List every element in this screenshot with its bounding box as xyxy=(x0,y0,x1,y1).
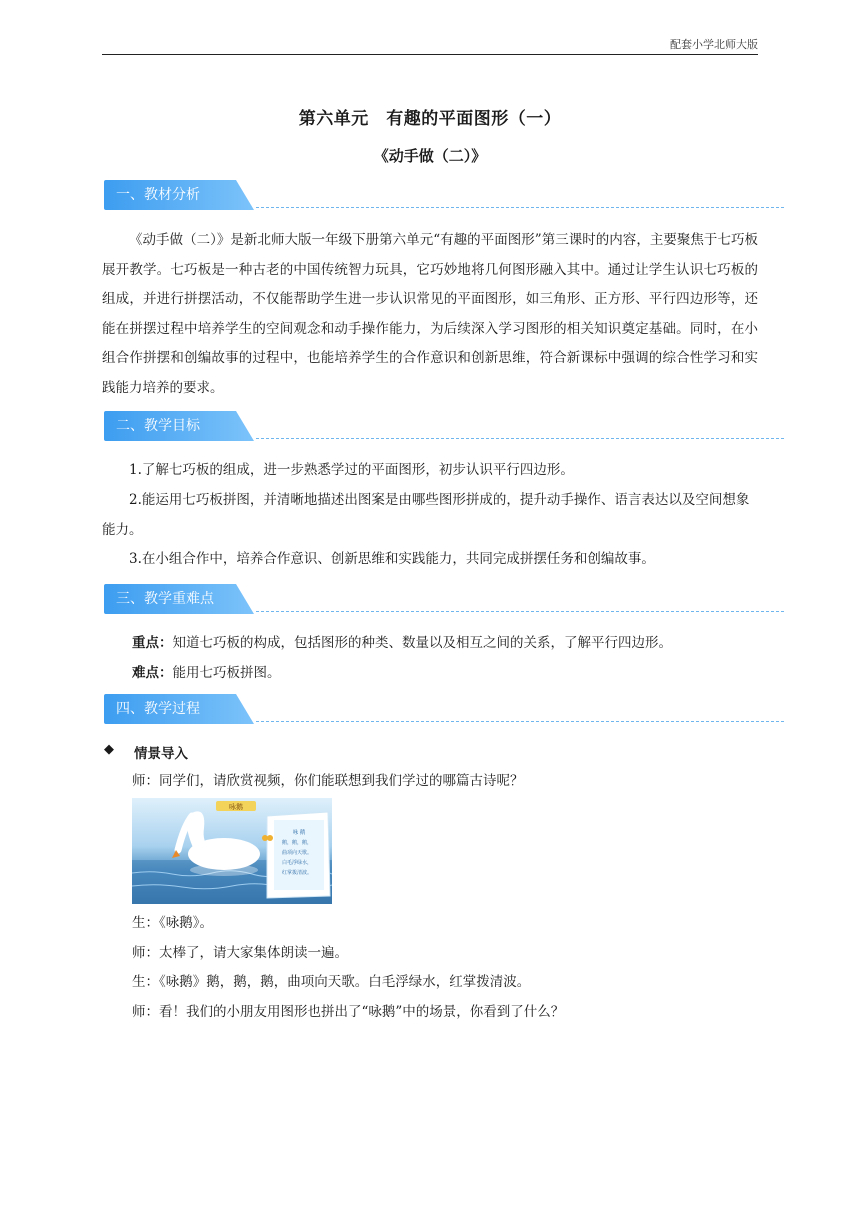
header-divider xyxy=(102,54,758,55)
section-header-keypoints xyxy=(104,584,784,616)
key-point-text: 知道七巧板的构成，包括图形的种类、数量以及相互之间的关系，了解平行四边形。 xyxy=(172,635,672,651)
swan-illustration xyxy=(132,798,332,904)
image-poem-line: 咏 鹅 xyxy=(292,830,306,836)
goal-item-1: 1.了解七巧板的组成，进一步熟悉学过的平面图形，初步认识平行四边形。 xyxy=(129,462,574,478)
section-divider xyxy=(256,721,784,722)
section-label: 一、教材分析 xyxy=(116,187,200,203)
section-header-goals xyxy=(104,411,784,443)
diamond-bullet-icon: ◆ xyxy=(104,742,114,757)
process-step-title: 情景导入 xyxy=(134,746,188,762)
section-label: 二、教学目标 xyxy=(116,418,200,434)
image-poem-line: 红掌拨清波。 xyxy=(282,870,313,876)
dialogue-line: 师：太棒了，请大家集体朗读一遍。 xyxy=(132,945,348,961)
dialogue-line: 生：《咏鹅》。 xyxy=(132,915,213,931)
page-title: 第六单元 有趣的平面图形（一） xyxy=(298,109,562,129)
difficulty-line xyxy=(132,662,281,684)
image-poem-line: 白毛浮绿水， xyxy=(282,860,313,866)
section-divider xyxy=(256,438,784,439)
difficulty-text: 能用七巧板拼图。 xyxy=(172,665,281,681)
section-header-process xyxy=(104,694,784,726)
page-subtitle: 《动手做（二）》 xyxy=(373,147,487,165)
key-point-label: 重点： xyxy=(132,635,173,651)
goal-item-3: 3.在小组合作中，培养合作意识、创新思维和实践能力，共同完成拼摆任务和创编故事。 xyxy=(129,551,655,567)
analysis-paragraph: 《动手做（二）》是新北师大版一年级下册第六单元“有趣的平面图形”第三课时的内容，主要聚焦于七巧板展开教学。七巧板是一种古老的中国传统智力玩具，它巧妙地将几何图形融入其中。通过让学生认识七巧板的组成，并进行拼摆活动，不仅能帮助学生进一步认识常见的平面图形，如三角形、正方形、平行四边形等，还能在拼摆过程中培养学生的空间观念和动手操作能力，为后续深入学习图形的相关知识奠定基础。同时，在小组合作拼摆和创编故事的过程中，也能培养学生的合作意识和创新思维，符合新课标中强调的综合性学习和实践能力培养的要求。 xyxy=(102,232,758,396)
header-publisher: 配套小学北师大版 xyxy=(670,38,758,51)
section-header-analysis xyxy=(104,180,784,212)
dialogue-line: 师：看！我们的小朋友用图形也拼出了“咏鹅”中的场景，你看到了什么？ xyxy=(132,1004,565,1020)
goal-item-2: 2.能运用七巧板拼图，并清晰地描述出图案是由哪些图形拼成的，提升动手操作、语言表达以及空间想象能力。 xyxy=(102,492,750,538)
image-poem-line: 曲项向天歌。 xyxy=(282,850,313,856)
section-label: 三、教学重难点 xyxy=(116,591,214,607)
difficulty-label: 难点： xyxy=(132,665,173,681)
image-poem-line: 鹅，鹅，鹅， xyxy=(282,840,313,846)
dialogue-line: 生：《咏鹅》鹅，鹅，鹅，曲项向天歌。白毛浮绿水，红掌拨清波。 xyxy=(132,974,531,990)
section-divider xyxy=(256,611,784,612)
section-divider xyxy=(256,207,784,208)
image-banner-text: 咏鹅 xyxy=(229,803,243,811)
swan-poem-image xyxy=(132,798,332,904)
dialogue-line: 师：同学们，请欣赏视频，你们能联想到我们学过的哪篇古诗呢？ xyxy=(132,773,524,789)
key-point-line xyxy=(132,632,672,654)
section-label: 四、教学过程 xyxy=(116,701,200,717)
